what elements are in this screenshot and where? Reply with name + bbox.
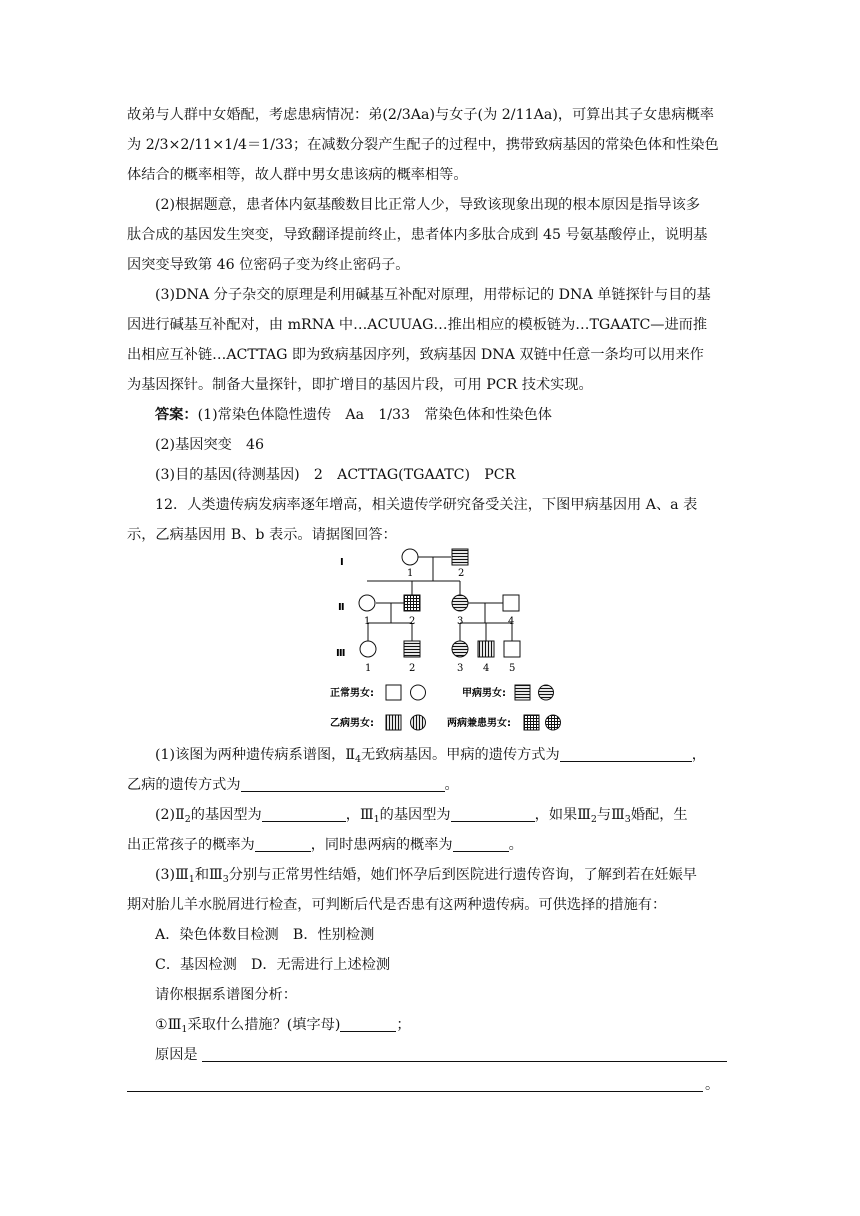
gen1-male-2: [452, 549, 468, 565]
question-text: 乙病的遗传方式为: [127, 777, 241, 793]
question-text: 。: [444, 777, 459, 793]
question-3-line: 期对胎儿羊水脱屑进行检查，可判断后代是否患有这两种遗传病。可供选择的措施有：: [127, 897, 667, 913]
subscript: 1: [373, 814, 380, 825]
question-text: ，Ⅲ: [345, 807, 374, 823]
answer-blank[interactable]: [241, 777, 445, 792]
legend-yi-female-icon: [411, 715, 426, 730]
answer-blank[interactable]: [255, 837, 311, 852]
text-line: 故弟与人群中女婚配，考虑患病情况：弟(2/3Aa)与女子(为 2/11Aa)，可算出其子女患病概率: [127, 107, 714, 123]
gen2-male-2: [404, 595, 420, 611]
question-2-line: [155, 805, 765, 830]
text-line: 肽合成的基因发生突变，导致翻译提前终止，患者体内多肽合成到 45 号氨基酸停止，说明基: [127, 227, 708, 243]
answer-line: (2)基因突变 46: [155, 437, 265, 453]
pedigree-number: 4: [508, 616, 515, 627]
question-1-line: [127, 775, 737, 795]
answer-blank[interactable]: [202, 1061, 727, 1062]
question-1-line: [155, 745, 765, 770]
option-line: A．染色体数目检测 B．性别检测: [155, 927, 375, 943]
gen1-female-1: [402, 549, 418, 565]
text-line: (2)根据题意，患者体内氨基酸数目比正常人少，导致该现象出现的根本原因是指导该多: [155, 197, 701, 213]
answer-blank[interactable]: [262, 807, 346, 822]
legend-both-male-icon: [524, 715, 539, 730]
question-text: (3)Ⅲ: [155, 867, 189, 883]
legend-yi-label: 乙病男女:: [330, 718, 374, 729]
option-line: C．基因检测 D．无需进行上述检测: [155, 957, 391, 973]
question-text: 婚配，生: [630, 807, 688, 823]
pedigree-lines: [367, 557, 515, 641]
pedigree-number: 3: [457, 663, 464, 674]
legend-jia-female-icon: [539, 685, 554, 700]
question-text: 原因是: [155, 1047, 198, 1063]
pedigree-number: 2: [458, 568, 465, 579]
question-2-line: [127, 835, 737, 855]
gen3-male-5: [504, 641, 520, 657]
sub-question-line: [155, 1015, 765, 1040]
question-text: 和Ⅲ: [194, 867, 223, 883]
generation-label-2: Ⅱ: [338, 602, 345, 613]
text-line: 为基因探针。制备大量探针，即扩增目的基因片段，可用 PCR 技术实现。: [127, 377, 593, 393]
legend-normal-label: 正常男女:: [330, 688, 374, 699]
end-period: 。: [705, 1077, 720, 1093]
reason-line: [155, 1045, 765, 1065]
question-text: 出正常孩子的概率为: [127, 837, 255, 853]
answer-blank[interactable]: [451, 807, 535, 822]
question-3-line: [155, 865, 765, 890]
text-line: 因进行碱基互补配对，由 mRNA 中…ACUUAG…推出相应的模板链为…TGAATC—进而推: [127, 317, 708, 333]
pedigree-number: 2: [409, 663, 416, 674]
subscript: 3: [624, 814, 631, 825]
pedigree-number: 1: [365, 663, 372, 674]
pedigree-number: 2: [409, 616, 416, 627]
text-line: 为 2/3×2/11×1/4＝1/33；在减数分裂产生配子的过程中，携带致病基因的常染色体和性染色: [127, 137, 719, 153]
gen3-female-3: [452, 641, 468, 657]
answer-line: (3)目的基因(待测基因) 2 ACTTAG(TGAATC) PCR: [155, 467, 516, 483]
subscript: 4: [355, 754, 362, 765]
gen3-male-2: [404, 641, 420, 657]
gen2-female-1: [359, 595, 375, 611]
pedigree-diagram: [325, 543, 570, 735]
instruction-line: 请你根据系谱图分析：: [155, 987, 297, 1003]
question-text: ①Ⅲ: [155, 1017, 182, 1033]
gen3-male-4: [478, 641, 494, 657]
question-text: ；: [396, 1017, 411, 1033]
answer-line: [155, 405, 765, 425]
question-text: 采取什么措施？(填字母): [187, 1017, 341, 1033]
pedigree-number: 1: [407, 568, 414, 579]
pedigree-number: 4: [483, 663, 490, 674]
question-text: ，同时患两病的概率为: [310, 837, 453, 853]
text-line: 体结合的概率相等，故人群中男女患该病的概率相等。: [127, 167, 468, 183]
answer-blank[interactable]: [453, 837, 509, 852]
legend-normal-male-icon: [386, 685, 401, 700]
subscript: 3: [222, 874, 229, 885]
question-12-line: 示，乙病基因用 B、b 表示。请据图回答：: [127, 527, 397, 543]
answer-blank[interactable]: [560, 747, 692, 762]
legend-jia-male-icon: [515, 685, 530, 700]
legend-yi-male-icon: [386, 715, 401, 730]
gen2-male-4: [503, 595, 519, 611]
question-text: ，如果Ⅲ: [534, 807, 591, 823]
legend-both-female-icon: [546, 715, 561, 730]
question-text: ，: [691, 747, 706, 763]
legend-normal-female-icon: [411, 685, 426, 700]
legend-both-label: 两病兼患男女:: [447, 718, 511, 729]
question-text: 。: [508, 837, 523, 853]
question-text: (1)该图为两种遗传病系谱图，Ⅱ: [155, 747, 355, 763]
generation-label-1: Ⅰ: [340, 557, 344, 568]
text-line: (3)DNA 分子杂交的原理是利用碱基互补配对原理，用带标记的 DNA 单链探针与目的基: [155, 287, 711, 303]
text-line: 出相应互补链…ACTTAG 即为致病基因序列，致病基因 DNA 双链中任意一条均可以用来作: [127, 347, 704, 363]
question-text: 无致病基因。甲病的遗传方式为: [361, 747, 560, 763]
subscript: 2: [184, 814, 191, 825]
subscript: 2: [590, 814, 597, 825]
answer-blank[interactable]: [340, 1017, 396, 1032]
text-line: 因突变导致第 46 位密码子变为终止密码子。: [127, 257, 410, 273]
legend-jia-label: 甲病男女:: [462, 688, 506, 699]
question-12-line: 12．人类遗传病发病率逐年增高，相关遗传学研究备受关注，下图甲病基因用 A、a 表: [155, 497, 698, 513]
generation-label-3: Ⅲ: [336, 648, 346, 659]
answer-text: (1)常染色体隐性遗传 Aa 1/33 常染色体和性染色体: [197, 407, 552, 423]
question-text: 的基因型为: [190, 807, 262, 823]
gen2-female-3: [452, 595, 468, 611]
pedigree-number: 1: [364, 616, 371, 627]
pedigree-number: 3: [457, 616, 464, 627]
question-text: 的基因型为: [379, 807, 451, 823]
pedigree-number: 5: [509, 663, 516, 674]
answer-label: 答案：: [155, 407, 198, 423]
answer-blank[interactable]: [127, 1091, 703, 1092]
subscript: 1: [188, 874, 195, 885]
gen3-female-1: [360, 641, 376, 657]
subscript: 1: [181, 1024, 188, 1035]
question-text: 与Ⅲ: [596, 807, 625, 823]
question-text: (2)Ⅱ: [155, 807, 185, 823]
question-text: 分别与正常男性结婚，她们怀孕后到医院进行遗传咨询，了解到若在妊娠早: [228, 867, 697, 883]
